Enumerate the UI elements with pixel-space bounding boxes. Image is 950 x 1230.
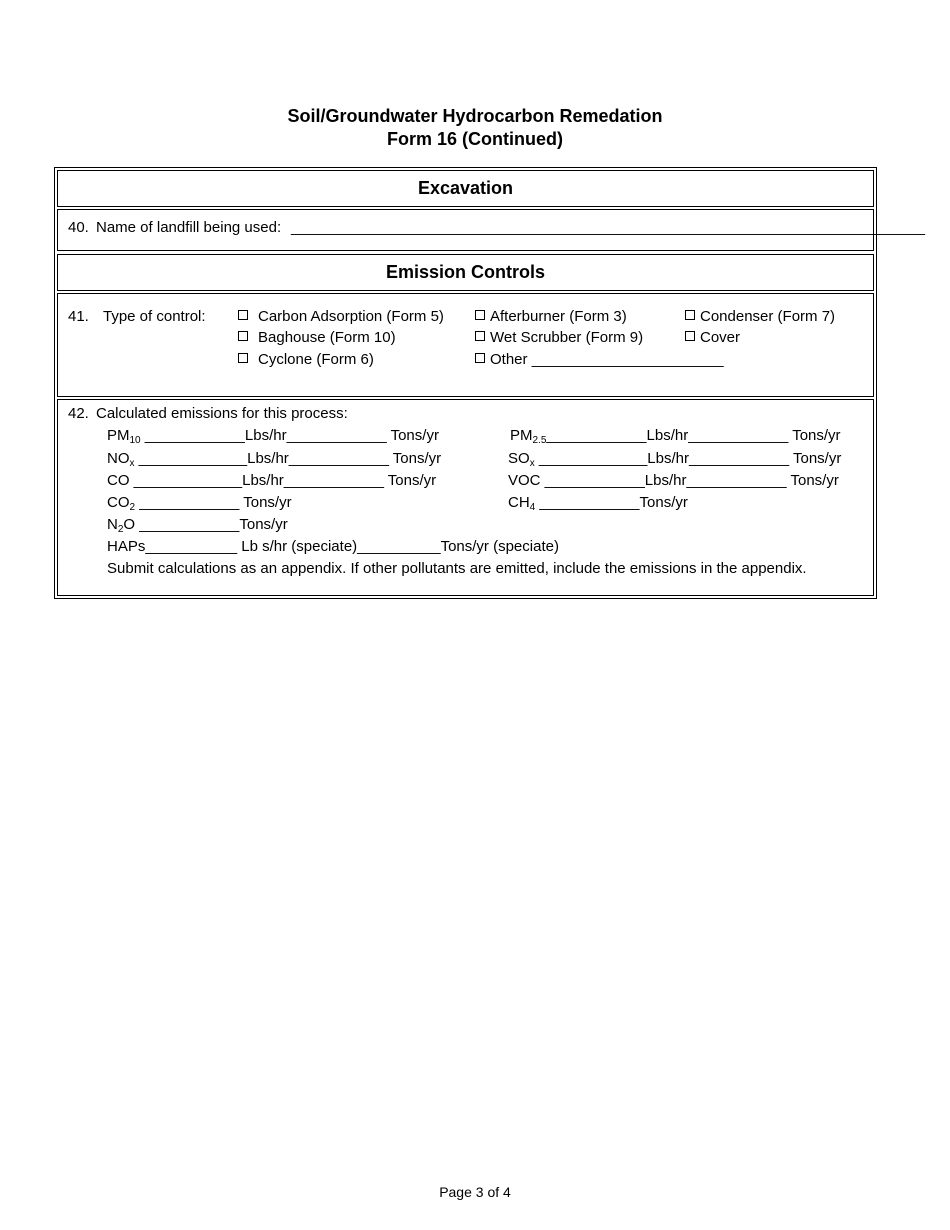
q40-label: Name of landfill being used:	[96, 219, 282, 236]
form-title: Soil/Groundwater Hydrocarbon Remedation	[287, 106, 663, 126]
other-field[interactable]: _______________________	[531, 351, 724, 368]
q42-note: Submit calculations as an appendix. If other pollutants are emitted, include the emissions in the appendix.	[107, 560, 807, 577]
condenser-checkbox[interactable]	[685, 310, 695, 320]
question-41-row	[57, 293, 874, 397]
wet-scrubber-checkbox[interactable]	[475, 331, 485, 341]
other-checkbox[interactable]	[475, 353, 485, 363]
q42-label: Calculated emissions for this process:	[96, 405, 348, 422]
pm25-row[interactable]: $PM_{2.5}\_\_\_\_\_\_\_\_\_\_\_\_Lbs/hr\_\_\_\_\_\_\_\_\_\_\_\_$ Tons/yr	[510, 427, 841, 446]
baghouse-option[interactable]: Baghouse (Form 10)	[238, 329, 396, 347]
co-row[interactable]: CO _____________Lbs/hr____________ Tons/yr	[107, 472, 437, 489]
haps-row[interactable]: HAPs___________ Lb s/hr (speciate)__________Tons/yr (speciate)	[107, 538, 559, 555]
condenser-option[interactable]: Condenser (Form 7)	[685, 308, 835, 326]
baghouse-checkbox[interactable]	[238, 331, 248, 341]
question-40-row	[57, 209, 926, 251]
voc-row[interactable]: VOC ____________Lbs/hr____________ Tons/yr	[508, 472, 839, 489]
emission-controls-header: Emission Controls	[57, 254, 874, 291]
cyclone-checkbox[interactable]	[238, 353, 248, 363]
q41-number: 41.	[68, 308, 89, 325]
sox-row[interactable]: $SO_x$ _____________Lbs/hr____________ Tons/yr	[508, 450, 842, 469]
co2-row[interactable]: $CO_2$ ____________ Tons/yr	[107, 494, 292, 513]
pm10-row[interactable]: $PM_{10}$ ____________Lbs/hr____________ Tons/yr	[107, 427, 439, 446]
q42-number: 42.	[68, 405, 89, 422]
nox-row[interactable]: $NO_x$ _____________Lbs/hr____________ Tons/yr	[107, 450, 442, 469]
afterburner-checkbox[interactable]	[475, 310, 485, 320]
cyclone-option[interactable]: Cyclone (Form 6)	[238, 351, 374, 369]
excavation-header: Excavation	[57, 170, 874, 207]
form-subtitle: Form 16 (Continued)	[387, 129, 563, 149]
q41-label: Type of control:	[103, 308, 206, 325]
landfill-name-field[interactable]: ____________________________________________________________________________	[291, 219, 926, 236]
n2o-row[interactable]: $N_2O$ ____________Tons/yr	[107, 516, 288, 535]
cover-checkbox[interactable]	[685, 331, 695, 341]
cover-option[interactable]: Cover	[685, 329, 740, 347]
carbon-adsorption-option[interactable]: Carbon Adsorption (Form 5)	[238, 308, 444, 326]
q40-number: 40.	[68, 219, 89, 236]
carbon-adsorption-checkbox[interactable]	[238, 310, 248, 320]
page-number: Page 3 of 4	[439, 1184, 511, 1200]
wet-scrubber-option[interactable]: Wet Scrubber (Form 9)	[475, 329, 643, 347]
afterburner-option[interactable]: Afterburner (Form 3)	[475, 308, 627, 326]
other-option[interactable]: Other _______________________	[475, 351, 724, 369]
ch4-row[interactable]: $CH_4$ ____________Tons/yr	[508, 494, 688, 513]
question-42-section	[57, 399, 874, 596]
